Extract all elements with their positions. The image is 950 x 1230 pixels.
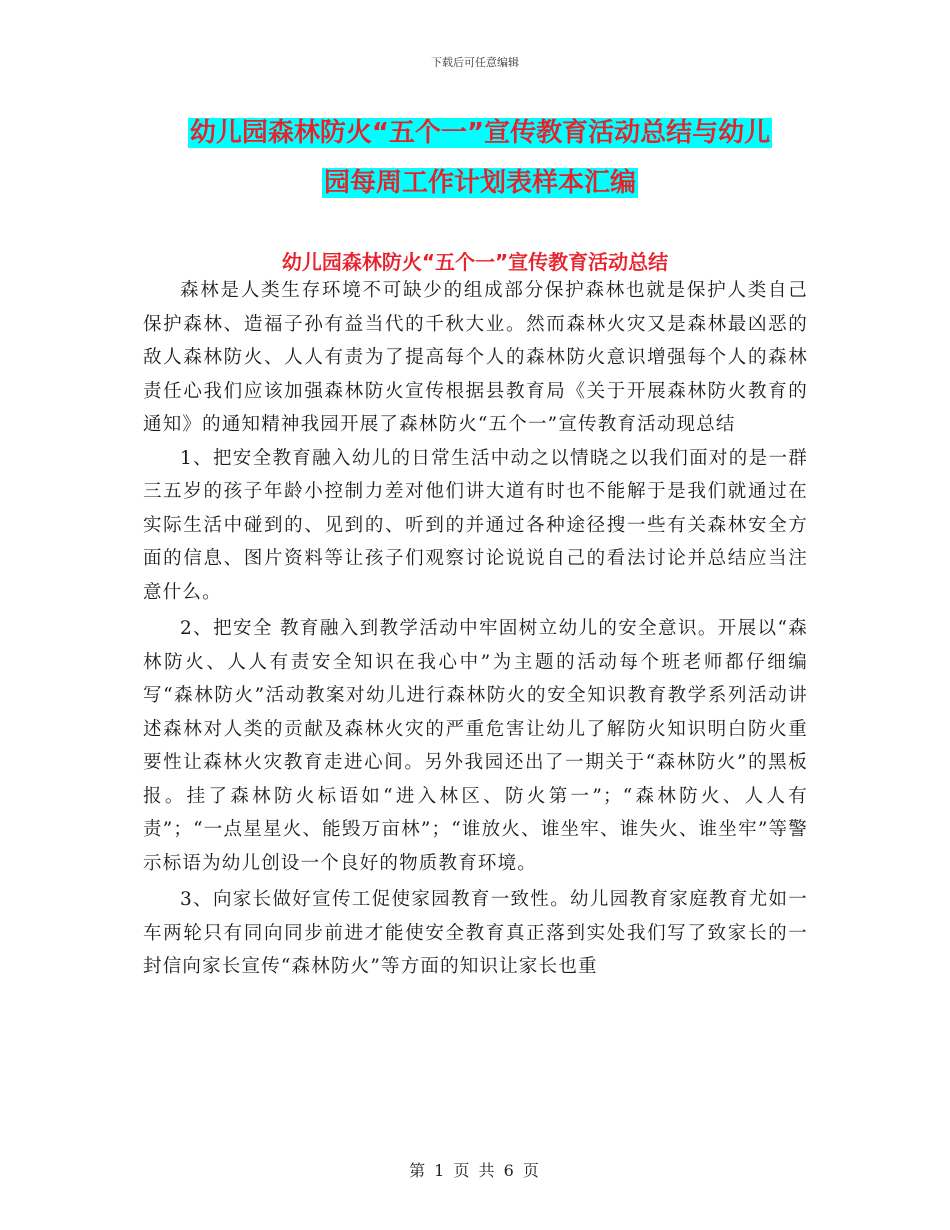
header-note: 下载后可任意编辑	[431, 56, 519, 69]
document-body	[143, 274, 808, 987]
document-title-line-1: 幼儿园森林防火“五个一”宣传教育活动总结与幼儿	[189, 118, 771, 148]
body-paragraph-2: 2、把安全 教育融入到教学活动中牢固树立幼儿的安全意识。开展以“森林防火、人人有责安全知识在我心中”为主题的活动每个班老师都仔细编写“森林防火”活动教案对幼儿进行森林防火的安全知识教育教学系列活动讲述森林对人类的贡献及森林火灾的严重危害让幼儿了解防火知识明白防火重要性让森林火灾教育走进心间。另外我园还出了一期关于“森林防火”的黑板报。挂了森林防火标语如“进入林区、防火第一”；“森林防火、人人有责”；“一点星星火、能毁万亩林”；“谁放火、谁坐牢、谁失火、谁坐牢”等警示标语为幼儿创设一个良好的物质教育环境。	[143, 618, 808, 874]
body-paragraph-3: 3、向家长做好宣传工促使家园教育一致性。幼儿园教育家庭教育尤如一车两轮只有同向同步前进才能使安全教育真正落到实处我们写了致家长的一封信向家长宣传“森林防火”等方面的知识让家长也重	[143, 889, 808, 977]
document-title	[150, 108, 810, 208]
document-title-line-2: 园每周工作计划表样本汇编	[323, 168, 636, 198]
body-paragraph-1: 1、把安全教育融入幼儿的日常生活中动之以情晓之以我们面对的是一群三五岁的孩子年龄小控制力差对他们讲大道有时也不能解于是我们就通过在实际生活中碰到的、见到的、听到的并通过各种途径搜一些有关森林安全方面的信息、图片资料等让孩子们观察讨论说说自己的看法讨论并总结应当注意什么。	[143, 447, 808, 603]
page-footer: 第 1 页 共 6 页	[409, 1161, 541, 1180]
section-title: 幼儿园森林防火“五个一”宣传教育活动总结	[281, 250, 669, 274]
body-paragraph-intro: 森林是人类生存环境不可缺少的组成部分保护森林也就是保护人类自己保护森林、造福子孙有益当代的千秋大业。然而森林火灾又是森林最凶恶的敌人森林防火、人人有责为了提高每个人的森林防火意识增强每个人的森林责任心我们应该加强森林防火宣传根据县教育局《关于开展森林防火教育的通知》的通知精神我园开展了森林防火“五个一”宣传教育活动现总结	[143, 280, 808, 435]
